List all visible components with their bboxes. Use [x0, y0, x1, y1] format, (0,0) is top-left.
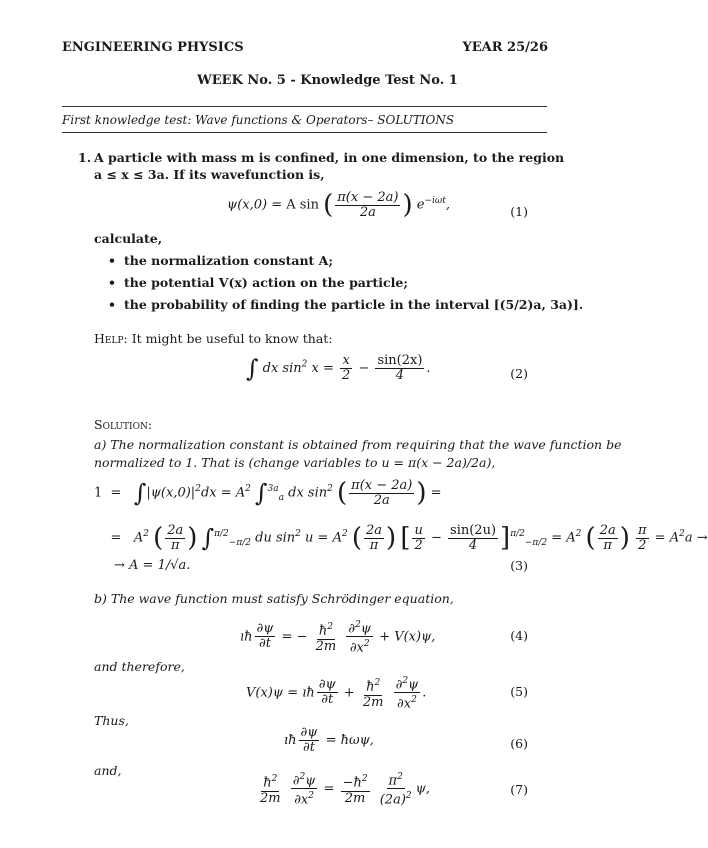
- equation-6: ıħ $\frac{\partial\psi}{\partial t}$ = ħωψ,: [284, 725, 374, 755]
- equation-7-number: (7): [510, 782, 528, 797]
- thus-label: Thus,: [94, 713, 129, 728]
- course-title: ENGINEERING PHYSICS: [62, 40, 244, 55]
- equation-4-number: (4): [510, 628, 528, 643]
- solution-label: Solution:: [94, 417, 153, 432]
- equation-1: ψ(x,0) = A sin ( $\frac{\pi(x - 2a)}{2a}$ ) $e^{-i\omega t}$,: [227, 189, 450, 220]
- solution-a-line1: a) The normalization constant is obtained from requiring that the wave function be: [94, 437, 622, 452]
- academic-year: YEAR 25/26: [462, 40, 548, 55]
- test-subtitle: First knowledge test: Wave functions & Operators– SOLUTIONS: [62, 113, 455, 127]
- equation-6-number: (6): [510, 736, 528, 751]
- equation-3-line1: $1 = \int|\psi(x,0)|^2dx = A^2$ ∫$^{3a}_a$ dx $\sin^2$ ( $\frac{\pi(x - 2a)}{2a}$ ) =: [94, 477, 442, 508]
- task-item-1: • the normalization constant A;: [108, 253, 583, 275]
- help-line: [94, 330, 333, 348]
- week-title: WEEK No. 5 - Knowledge Test No. 1: [197, 73, 458, 88]
- and-label: and,: [94, 763, 122, 778]
- help-text: It might be useful to know that:: [131, 331, 333, 346]
- equation-5-number: (5): [510, 684, 528, 699]
- task-list: [108, 253, 583, 319]
- task-item-3: • the probability of finding the particle in the interval [(5/2)a, 3a)].: [108, 297, 583, 319]
- problem-statement-line2: a ≤ x ≤ 3a. If its wavefunction is,: [94, 167, 325, 182]
- equation-7: $\frac{ħ^2}{2m}$ $\frac{\partial^2\psi}{\partial x^2}$ = $\frac{-ħ^2}{2m}$ $\frac{\pi^2}{(2a)^2}$ ψ,: [260, 772, 430, 808]
- equation-1-number: (1): [510, 204, 528, 219]
- equation-2: ∫ dx $\sin^2 x$ = $\frac{x}{2}$ − $\frac{\sin(2x)}{4}$ .: [246, 353, 431, 383]
- top-rule: [62, 106, 547, 107]
- equation-3-line2: = $A^2$ ( $\frac{2a}{\pi}$ ) ∫$^{\pi/2}_{-\pi/2}$ du $\sin^2 u = A^2$ ( $\frac{2a}{\pi}$ ) [ $\frac{u}{2}$ − $\frac{\sin(2u)}{4}$ ]$^{\pi/2}_{-\pi/2} = A^2$ ( $\frac{2a}{\pi}$ ) $\frac{\pi}{2}$ = $A^2a$ →: [94, 522, 708, 553]
- problem-statement-line1: A particle with mass m is confined, in one dimension, to the region: [94, 150, 565, 165]
- equation-5: V(x)ψ = ıħ $\frac{\partial\psi}{\partial t}$ + $\frac{ħ^2}{2m}$ $\frac{\partial^2\psi}{\partial x^2}$ .: [246, 676, 427, 712]
- solution-b-line: b) The wave function must satisfy Schrödinger equation,: [94, 591, 454, 606]
- calculate-label: calculate,: [94, 231, 163, 246]
- equation-4: ıħ $\frac{\partial\psi}{\partial t}$ = − $\frac{ħ^2}{2m}$ $\frac{\partial^2\psi}{\partial x^2}$ + V(x)ψ,: [240, 620, 436, 656]
- equation-3-number: (3): [510, 558, 528, 573]
- equation-2-number: (2): [510, 366, 528, 381]
- task-item-2: • the potential V(x) action on the particle;: [108, 275, 583, 297]
- solution-a-line2: normalized to 1. That is (change variables to u = π(x − 2a)/2a),: [94, 455, 496, 470]
- equation-3-line3: → A = 1/√a.: [114, 558, 191, 573]
- problem-number: 1.: [78, 150, 92, 165]
- bottom-rule: [62, 132, 547, 133]
- and-therefore-label: and therefore,: [94, 659, 185, 674]
- help-label: Help:: [94, 331, 128, 346]
